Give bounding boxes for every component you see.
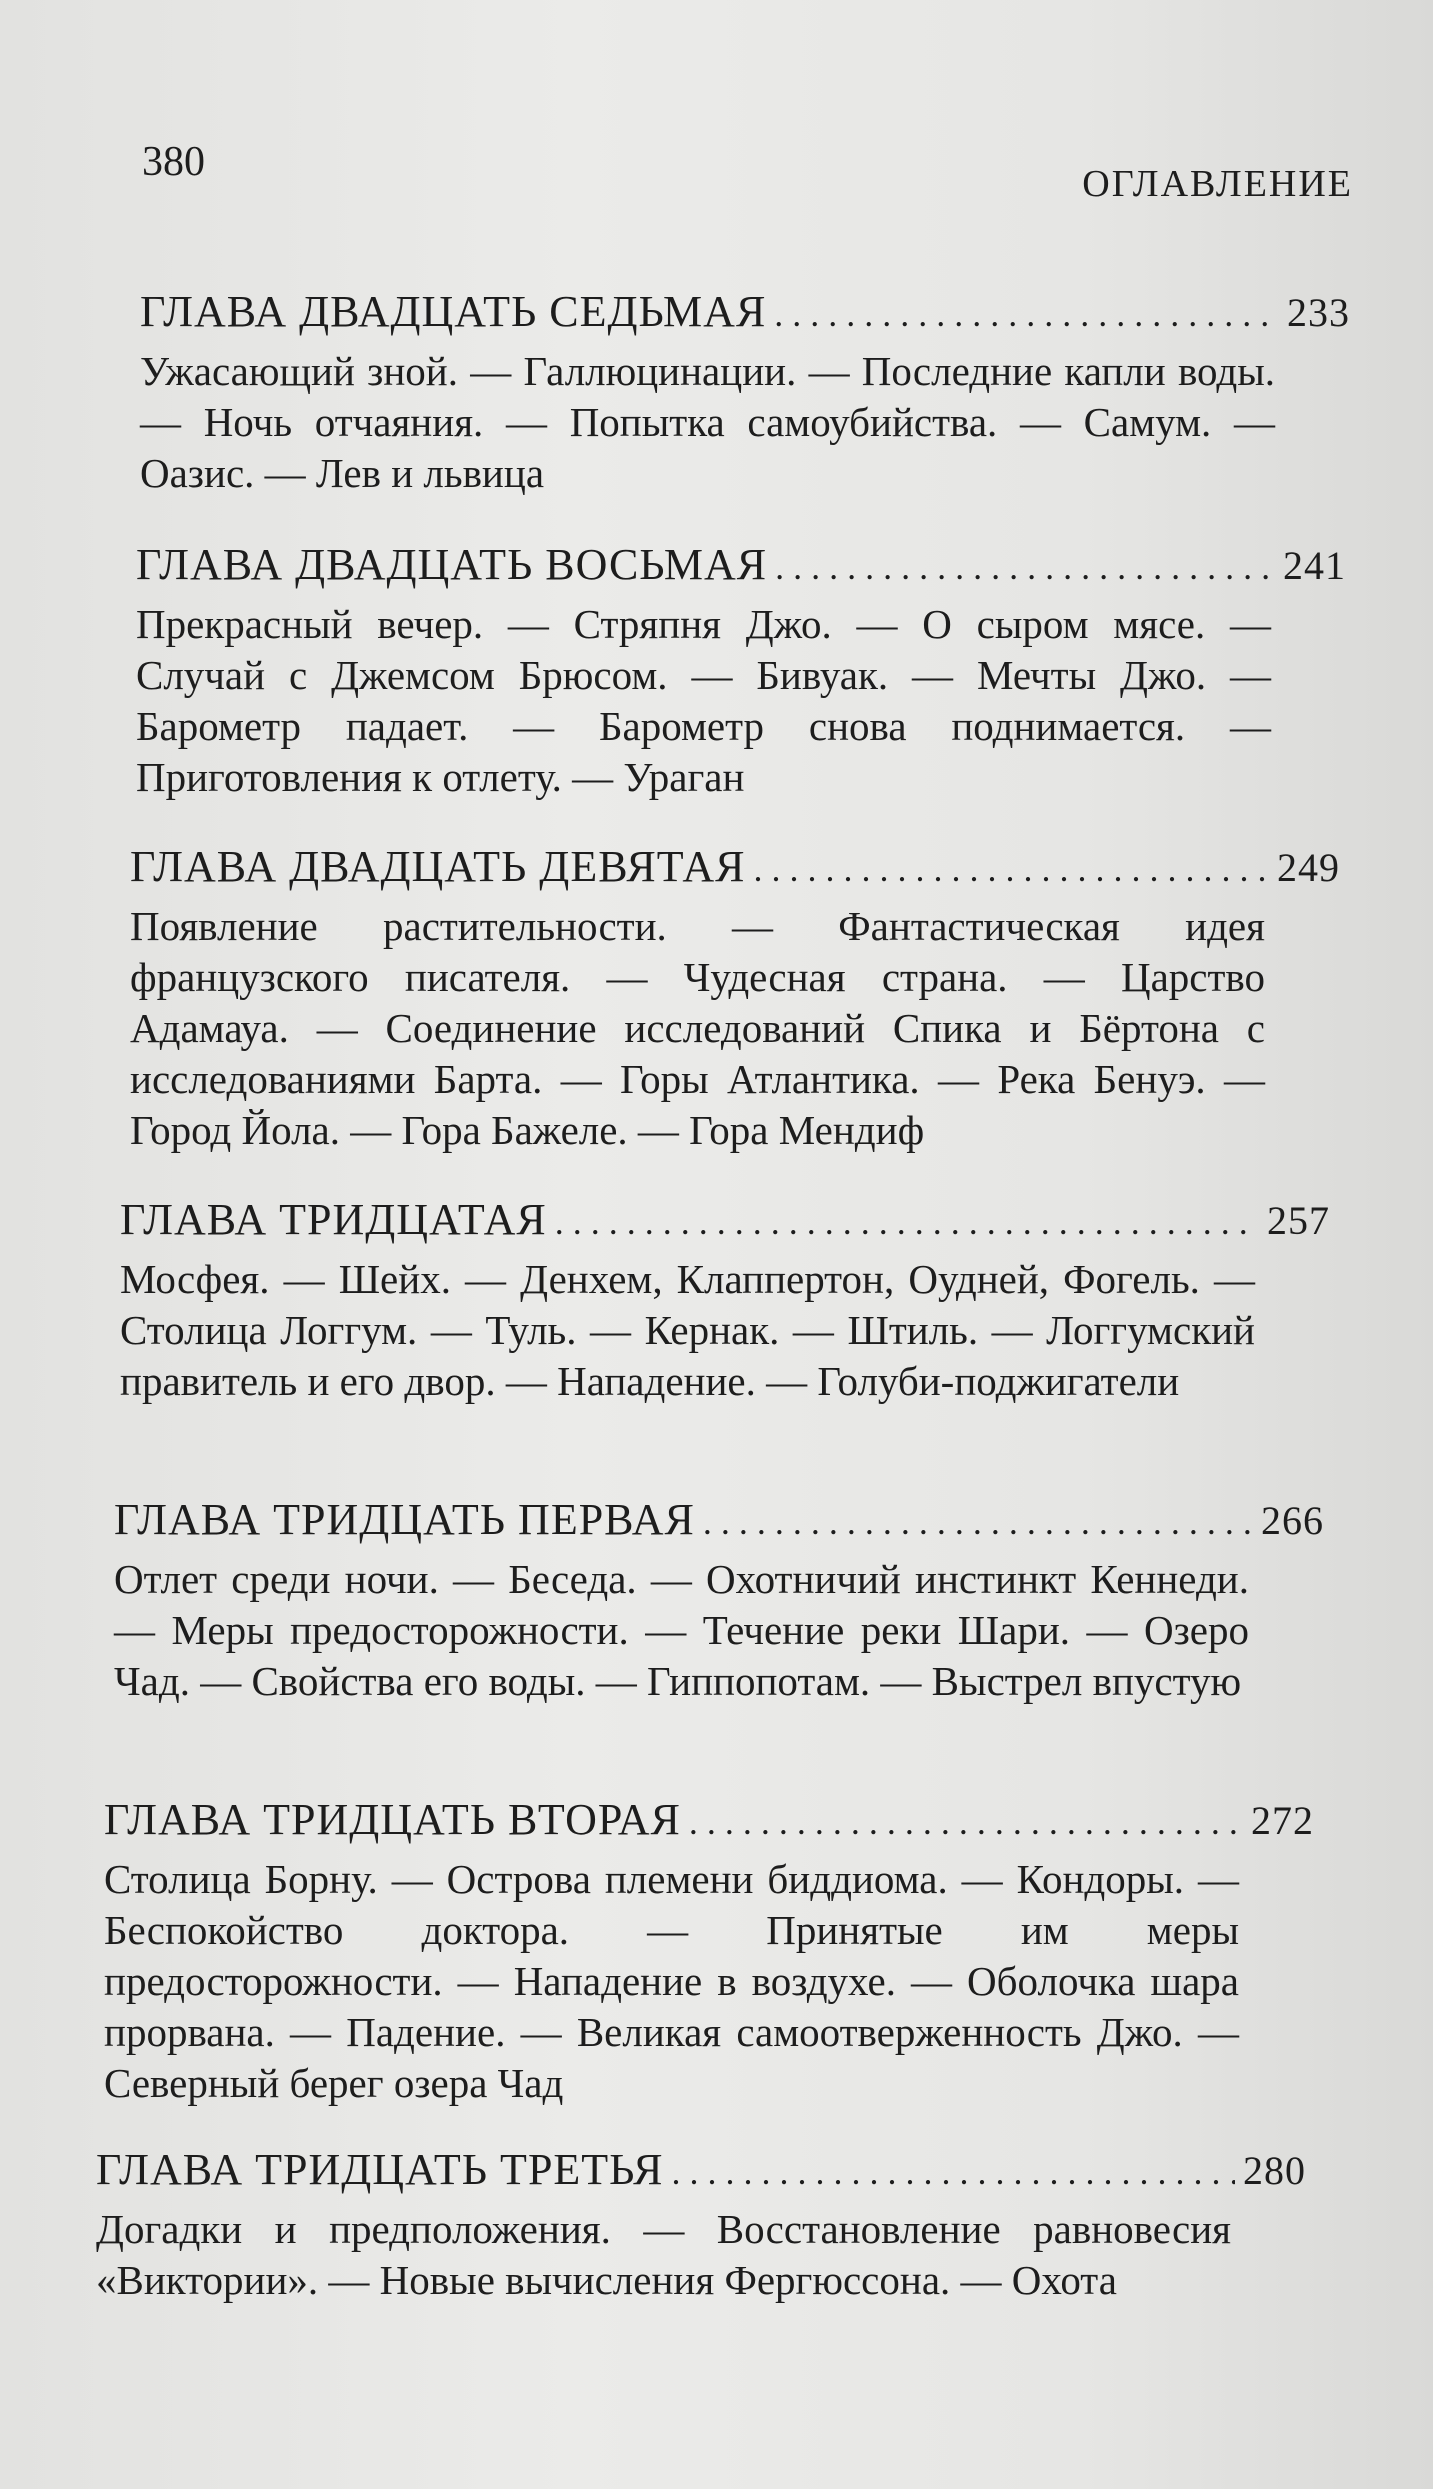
- chapter-title: ГЛАВА ТРИДЦАТЬ ВТОРАЯ: [104, 1795, 681, 1844]
- chapter-heading: [114, 1490, 1324, 1550]
- chapter-title: ГЛАВА ТРИДЦАТЬ ТРЕТЬЯ: [96, 2145, 664, 2194]
- dot-leader: [754, 839, 1269, 899]
- chapter-page-number: 233: [1287, 290, 1350, 335]
- chapter-summary: Догадки и предположения. — Восстановление равновесия «Виктории». — Новые вычисления Фергюссона. — Охота: [96, 2206, 1231, 2303]
- chapter-title: ГЛАВА ДВАДЦАТЬ ДЕВЯТАЯ: [130, 842, 746, 891]
- toc-entry: [130, 837, 1340, 1156]
- chapter-summary: Ужасающий зной. — Галлюцинации. — Последние капли воды. — Ночь отчаяния. — Попытка самоубийства. — Самум. — Оазис. — Лев и львица: [140, 348, 1275, 496]
- chapter-page-number: 266: [1261, 1498, 1324, 1543]
- toc-entry: [136, 535, 1346, 803]
- dot-leader: [774, 284, 1279, 344]
- chapter-page-number: 280: [1243, 2148, 1306, 2193]
- chapter-title: ГЛАВА ТРИДЦАТЬ ПЕРВАЯ: [114, 1495, 695, 1544]
- dot-leader: [555, 1192, 1259, 1252]
- chapter-summary: Мосфея. — Шейх. — Денхем, Клаппертон, Оудней, Фогель. — Столица Логгум. — Туль. — Кернак. — Штиль. — Логгумский правитель и его двор. — Нападение. — Голуби-поджигатели: [120, 1256, 1255, 1404]
- dot-leader: [703, 1492, 1253, 1552]
- chapter-summary: Прекрасный вечер. — Стряпня Джо. — О сыром мясе. — Случай с Джемсом Брюсом. — Бивуак. — Мечты Джо. — Барометр падает. — Барометр снова поднимается. — Приготовления к отлету. — Ураган: [136, 601, 1271, 800]
- chapter-summary: Столица Борну. — Острова племени биддиома. — Кондоры. — Беспокойство доктора. — Принятые им меры предосторожности. — Нападение в воздухе. — Оболочка шара прорвана. — Падение. — Великая самоотверженность Джо. — Северный берег озера Чад: [104, 1856, 1239, 2106]
- chapter-heading: [140, 282, 1350, 342]
- chapter-heading: [104, 1790, 1314, 1850]
- toc-entry: [120, 1190, 1330, 1407]
- chapter-page-number: 249: [1277, 845, 1340, 890]
- chapter-summary: Отлет среди ночи. — Беседа. — Охотничий инстинкт Кеннеди. — Меры предосторожности. — Течение реки Шари. — Озеро Чад. — Свойства его воды. — Гиппопотам. — Выстрел впустую: [114, 1556, 1249, 1704]
- dot-leader: [689, 1792, 1243, 1852]
- chapter-page-number: 241: [1283, 543, 1346, 588]
- chapter-title: ГЛАВА ДВАДЦАТЬ СЕДЬМАЯ: [140, 287, 767, 336]
- running-head: ОГЛАВЛЕНИЕ: [1082, 163, 1353, 205]
- toc-entry: [104, 1790, 1314, 2109]
- chapter-title: ГЛАВА ТРИДЦАТАЯ: [120, 1195, 547, 1244]
- chapter-heading: [120, 1190, 1330, 1250]
- toc-entry: [114, 1490, 1324, 1707]
- chapter-heading: [96, 2140, 1306, 2200]
- chapter-heading: [130, 837, 1340, 897]
- page-number: 380: [142, 139, 205, 185]
- toc-entry: [140, 282, 1350, 499]
- chapter-title: ГЛАВА ДВАДЦАТЬ ВОСЬМАЯ: [136, 540, 768, 589]
- dot-leader: [671, 2142, 1235, 2202]
- toc-entry: [96, 2140, 1306, 2306]
- chapter-summary: Появление растительности. — Фантастическая идея французского писателя. — Чудесная страна. — Царство Адамауа. — Соединение исследований Спика и Бёртона с исследованиями Барта. — Горы Атлантика. — Река Бенуэ. — Город Йола. — Гора Бажеле. — Гора Мендиф: [130, 903, 1265, 1153]
- chapter-heading: [136, 535, 1346, 595]
- chapter-page-number: 257: [1267, 1198, 1330, 1243]
- dot-leader: [775, 537, 1275, 597]
- chapter-page-number: 272: [1251, 1798, 1314, 1843]
